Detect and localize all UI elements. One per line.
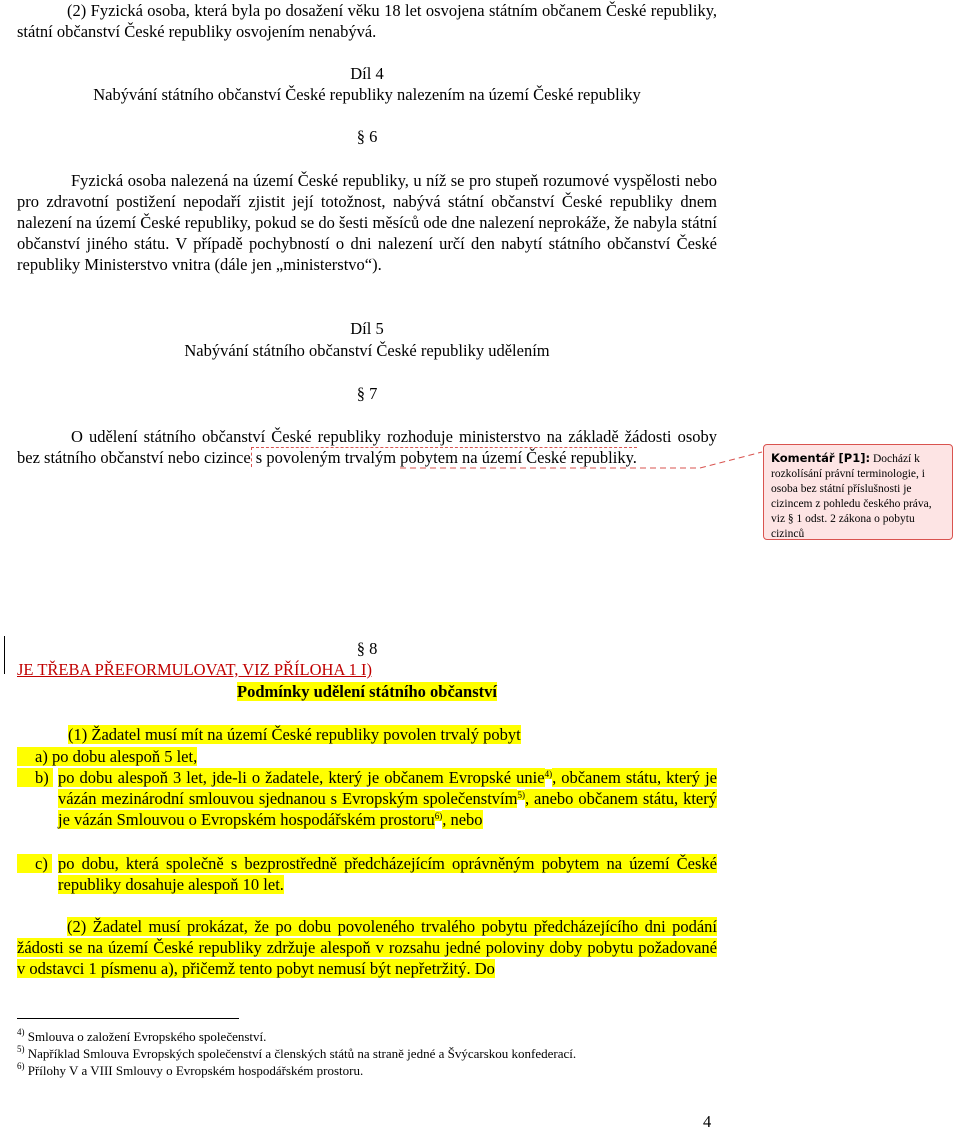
section-8-title [17,682,717,702]
paragraph-1 [68,724,521,745]
item-a-text: a) po dobu alespoň 5 let, [17,747,197,766]
item-a [17,746,197,767]
paragraph-2-text: (2) Žadatel musí prokázat, že po dobu povoleného trvalého pobytu předcházejícího dni podání žádosti se na území České republiky zdržuje alespoň v rozsahu jedné poloviny doby pobytu požadované v odstavci 1 písmenu a), přičemž tento pobyt nemusí být nepřetržitý. Do [17,917,717,978]
section-8-title-text: Podmínky udělení státního občanství [237,682,497,701]
comment-label: Komentář [P1]: [771,451,871,465]
footnote-4-mark: 4) [17,1027,25,1037]
comment-text: Dochází k rozkolísání právní terminologie, i osoba bez státní příslušnosti je cizincem z pohledu českého práva, viz § 1 odst. 2 zákona o pobytu cizinců [771,453,932,540]
paragraph-2 [17,916,717,979]
footnote-5-mark: 5) [17,1044,25,1054]
page-number: 4 [703,1112,712,1131]
footnotes [17,1028,777,1079]
item-c-body [58,853,717,895]
item-b-marker-wrap [17,767,57,788]
paragraph-1-text: (1) Žadatel musí mít na území České republiky povolen trvalý pobyt [68,725,521,744]
footnote-5 [17,1045,777,1062]
change-bar [4,636,5,674]
comment-anchor[interactable]: s povoleným trvalým pobytem na území České republiky. [251,448,637,467]
comment-connector-line [400,440,770,480]
footnote-6-text: Přílohy V a VIII Smlouvy o Evropském hospodářském prostoru. [27,1063,364,1078]
paragraph-nalezeni: Fyzická osoba nalezená na území České republiky, u níž se pro stupeň rozumové vyspělosti nebo pro zdravotní postižení nepodaří zjistit její totožnost, nabývá státní občanství České republiky dnem nalezení na území České republiky, pokud se do šesti měsíců ode dne nalezení neprokáže, že nabyla státní občanství jiného státu. V případě pochybností o dni nalezení určí den nabytí státního občanství České republiky Ministerstvo vnitra (dále jen „ministerstvo“). [17,171,717,274]
item-b-body [58,767,717,830]
footnote-ref-4[interactable]: 4) [544,769,553,779]
reformulate-note [17,660,372,680]
paragraph-osvojeni: (2) Fyzická osoba, která byla po dosažení věku 18 let osvojena státním občanem České republiky, státní občanství České republiky osvojením nenabývá. [17,1,717,41]
footnote-6 [17,1062,777,1079]
footnote-ref-5[interactable]: 5) [517,790,525,800]
part-4-label: Díl 4 [350,64,384,83]
footnote-4-text: Smlouva o založení Evropského společenství. [27,1029,267,1044]
section-6-heading: § 6 [356,127,378,146]
item-b-text-2: , občanem státu, který je vázán mezinárodní smlouvou sjednanou s Evropským společenstvím [58,768,717,808]
item-c-marker-wrap [17,853,57,874]
footnote-ref-6[interactable]: 6) [434,811,443,821]
reformulate-note-text: JE TŘEBA PŘEFORMULOVAT, VIZ PŘÍLOHA 1 I) [17,660,372,679]
item-c-text: po dobu, která společně s bezprostředně předcházejícím oprávněným pobytem na území České republiky dosahuje alespoň 10 let. [58,854,717,894]
udeleni-text-start: O udělení státního občanství České republiky rozhoduje ministerstvo na základě žádosti osoby bez státního občanství nebo cizince [17,427,717,467]
item-b-text-1: po dobu alespoň 3 let, jde-li o žadatele, který je občanem Evropské unie [58,768,545,787]
part-5-label: Díl 5 [350,319,384,338]
section-8-heading: § 8 [356,639,378,658]
footnote-6-mark: 6) [17,1061,25,1071]
comment-balloon[interactable] [763,444,953,540]
footnote-5-text: Například Smlouva Evropských společenství a členských států na straně jedné a Švýcarskou konfederací. [27,1046,577,1061]
item-b [17,767,717,830]
footnote-separator [17,1018,239,1019]
part-4-title: Nabývání státního občanství České republiky nalezením na území České republiky [93,85,641,104]
item-b-text-4: , nebo [442,810,483,829]
item-b-marker: b) [17,768,53,787]
item-c-marker: c) [17,854,52,873]
item-b-text-3: , anebo občanem státu, který je vázán Smlouvou o Evropském hospodářském prostoru [58,789,717,829]
footnote-4 [17,1028,777,1045]
item-c [17,853,717,895]
part-5-title: Nabývání státního občanství České republiky udělením [184,341,550,360]
section-7-heading: § 7 [356,384,378,403]
